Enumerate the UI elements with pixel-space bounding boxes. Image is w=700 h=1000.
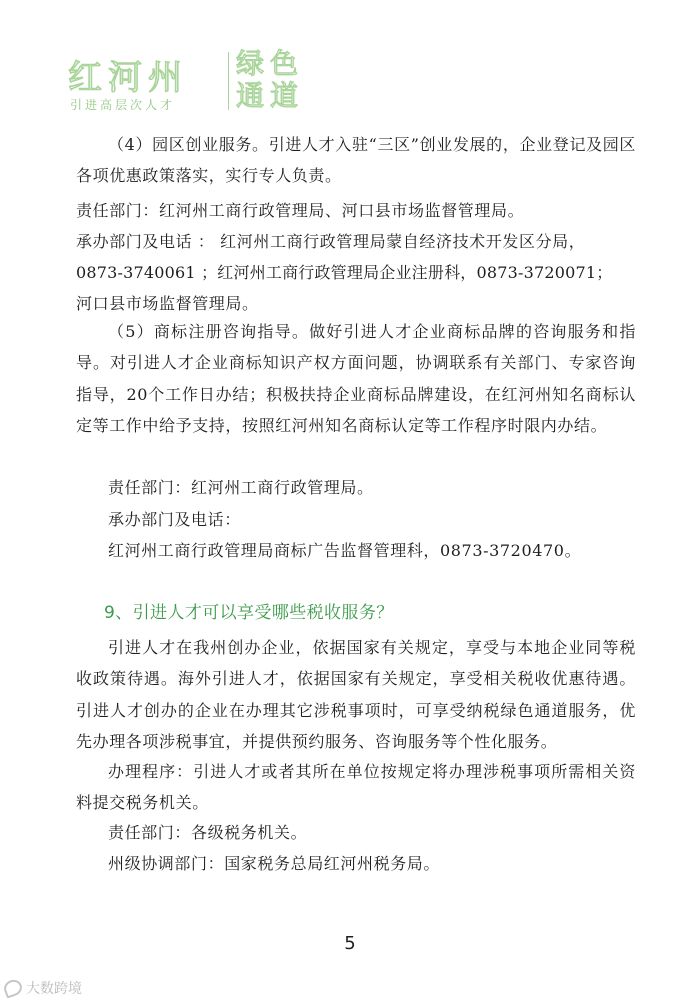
- item-4-contact-line-3: 河口县市场监督管理局。: [76, 294, 259, 313]
- item-4-paragraph: （4）园区创业服务。引进人才入驻“三区”创业发展的，企业登记及园区各项优惠政策落实，实行专人负责。: [76, 135, 636, 186]
- logo-main-text: 红河州: [68, 58, 188, 98]
- section-9-body: 引进人才在我州创办企业，依据国家有关规定，享受与本地企业同等税收政策待遇。海外引进人才，依据国家有关规定，享受相关税收优惠待遇。引进人才创办的企业在办理其它涉税事项时，可享受纳税绿色通道服务，优先办理各项涉税事宜，并提供预约服务、咨询服务等个性化服务。: [76, 638, 636, 751]
- watermark: [4, 978, 82, 998]
- item-4-responsible: 责任部门：红河州工商行政管理局、河口县市场监督管理局。: [76, 201, 525, 220]
- item-5-contact-label: 承办部门及电话：: [108, 510, 241, 529]
- item-4-contact-line-1: 承办部门及电话 ： 红河州工商行政管理局蒙自经济技术开发区分局，: [76, 232, 586, 251]
- logo-side-text: 绿色通道: [236, 47, 305, 112]
- watermark-text: 大数跨境: [26, 981, 82, 997]
- section-9-procedure: 办理程序：引进人才或者其所在单位按规定将办理涉税事项所需相关资料提交税务机关。: [76, 762, 636, 813]
- page-number: 5: [344, 933, 356, 954]
- watermark-logo-icon: [2, 977, 24, 998]
- program-logo: [68, 47, 305, 118]
- logo-divider: [228, 52, 229, 110]
- item-5-contact: 红河州工商行政管理局商标广告监督管理科，0873-3720470。: [108, 541, 582, 560]
- section-9-heading: 9、引进人才可以享受哪些税收服务？: [104, 603, 394, 623]
- item-5-paragraph: （5）商标注册咨询指导。做好引进人才企业商标品牌的咨询服务和指导。对引进人才企业商标知识产权方面问题，协调联系有关部门、专家咨询指导，20个工作日办结；积极扶持企业商标品牌建设，在红河州知名商标认定等工作中给予支持，按照红河州知名商标认定等工作程序时限内办结。: [76, 322, 636, 435]
- section-9-responsible: 责任部门：各级税务机关。: [108, 823, 308, 842]
- item-5-responsible: 责任部门：红河州工商行政管理局。: [108, 478, 374, 497]
- section-9-coordinator: 州级协调部门：国家税务总局红河州税务局。: [108, 854, 441, 873]
- logo-subtitle: 引进高层次人才: [70, 98, 176, 112]
- item-4-contact-line-2: 0873-3740061 ；红河州工商行政管理局企业注册科，0873-3720071；: [76, 263, 613, 282]
